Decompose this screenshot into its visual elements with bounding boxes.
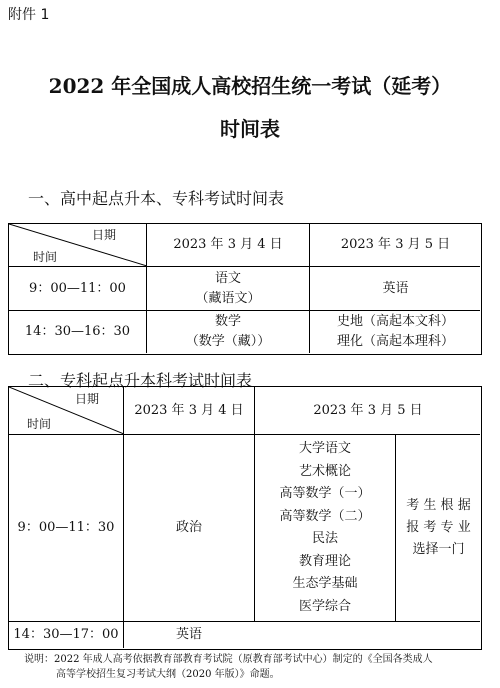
table2-date-col-2: 2023 年 3 月 5 日: [313, 402, 423, 418]
subject-math: 数学: [214, 314, 241, 329]
corner-time-label: 时间: [27, 417, 52, 431]
subject-tibetan-chinese: （藏语文）: [195, 290, 261, 306]
subject-college-chinese: 大学语文: [298, 441, 351, 456]
section1-heading: 一、高中起点升本、专科考试时间表: [28, 189, 285, 208]
subject-politics: 政治: [175, 520, 202, 535]
subject-english: 英语: [175, 627, 202, 642]
corner-date-label: 日期: [92, 228, 117, 242]
subject-advanced-math-1: 高等数学（一）: [279, 486, 371, 501]
table2-row1-day2-subjects: [255, 435, 395, 621]
corner-time-label: 时间: [33, 250, 58, 264]
table2-time-row-1: 9：00—11：30: [17, 520, 115, 535]
subject-english: 英语: [382, 280, 409, 296]
table2-row1-day1: [124, 435, 254, 621]
table1-row2-day1: [147, 311, 309, 353]
table1-date-col-1: 2023 年 3 月 4 日: [173, 237, 283, 252]
section2-heading: 二、专科起点升本科考试时间表: [28, 371, 253, 390]
subject-ecology-basics: 生态学基础: [292, 576, 358, 591]
subject-medical-comprehensive: 医学综合: [298, 598, 351, 614]
corner-diagonal: [9, 224, 147, 266]
table1-date-col-2: 2023 年 3 月 5 日: [340, 237, 451, 252]
table1-time-row-1: 9：00—11：00: [29, 280, 126, 296]
subject-civil-law: 民法: [311, 531, 338, 546]
corner-date-label: 日期: [75, 392, 100, 406]
table2-time-row-2: 14：30—17：00: [13, 627, 119, 642]
table1-row2-day2: [310, 311, 481, 353]
footnote-line-2: 高等学校招生复习考试大纲（2020 年版）》命题。: [56, 669, 280, 680]
subject-chinese: 语文: [214, 270, 241, 286]
schedule-table-2: [8, 386, 482, 650]
subject-art-theory: 艺术概论: [298, 463, 351, 479]
table2-row2-day1: [124, 622, 254, 648]
footnote: [24, 652, 489, 682]
schedule-table-1: [8, 223, 482, 355]
subject-math-tibetan: （数学（藏））: [185, 334, 271, 349]
note-line-1: 考 生 根 据: [406, 498, 471, 513]
table1-time-row-2: 14：30—16：30: [24, 324, 131, 339]
page-title: 2022 年全国成人高校招生统一考试（延考）: [48, 74, 452, 98]
subject-physics-chemistry: 理化（高起本理科）: [336, 334, 454, 349]
table2-row1-day2-note: [396, 435, 481, 621]
table2-date-col-1: 2023 年 3 月 4 日: [134, 402, 244, 418]
table1-row1-day1: [147, 267, 309, 310]
subject-history-geography: 史地（高起本文科）: [336, 314, 454, 329]
subject-advanced-math-2: 高等数学（二）: [279, 508, 371, 524]
footnote-line-1: 说明：2022 年成人高考依据教育部教育考试院（原教育部考试中心）制定的《全国各类成人: [24, 654, 433, 665]
note-line-3: 选择一门: [412, 542, 465, 557]
subject-education-theory: 教育理论: [298, 553, 351, 569]
note-line-2: 报 考 专 业: [406, 520, 471, 535]
table1-row1-day2: [310, 267, 481, 310]
page-subtitle: 时间表: [220, 117, 280, 141]
attachment-label: 附件 1: [8, 7, 50, 23]
